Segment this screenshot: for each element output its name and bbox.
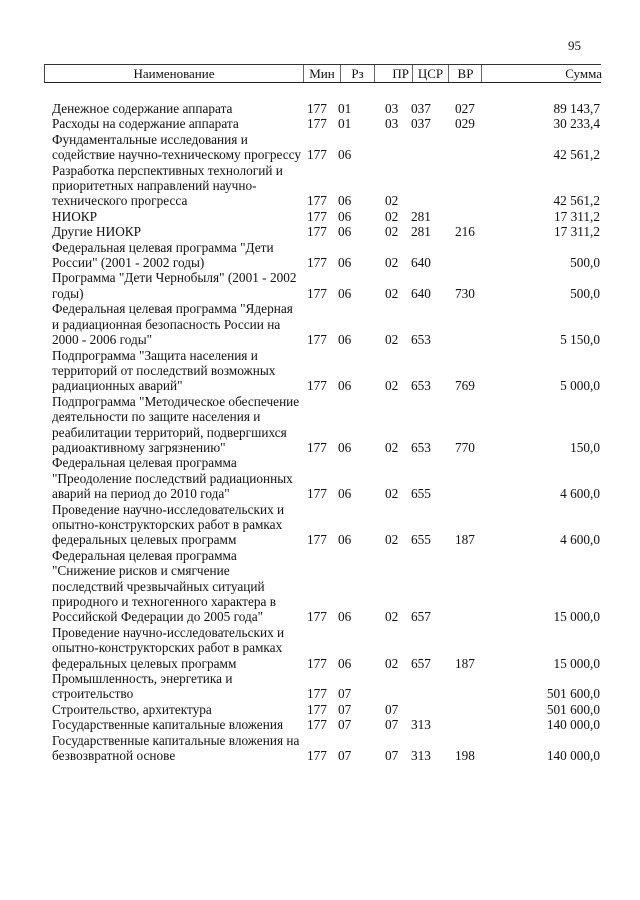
header-rz: Рз <box>340 65 374 82</box>
row-pr: 07 <box>385 748 399 764</box>
header-min: Мин <box>303 65 340 82</box>
row-min: 177 <box>307 255 327 271</box>
row-name: Строительство, архитектура <box>52 701 212 717</box>
row-name: Федеральная целевая программа "Преодоление последствий радиационных аварий на период до 2010 года" <box>52 455 293 502</box>
header-name: Наименование <box>133 66 215 81</box>
header-sum: Сумма <box>481 65 602 82</box>
row-rz: 06 <box>338 332 352 348</box>
row-vr: 730 <box>455 285 475 301</box>
row-rz: 06 <box>338 224 352 240</box>
row-pr: 02 <box>385 285 399 301</box>
header-pr: ПР <box>374 65 411 82</box>
row-csr: 653 <box>411 332 431 348</box>
header-csr: ЦСР <box>412 65 448 82</box>
row-pr: 07 <box>385 701 399 717</box>
row-min: 177 <box>307 116 327 132</box>
row-rz: 01 <box>338 101 352 116</box>
row-pr: 02 <box>385 208 399 224</box>
row-vr: 769 <box>455 378 475 394</box>
table-row <box>52 132 600 163</box>
row-min: 177 <box>307 193 327 209</box>
row-rz: 06 <box>338 208 352 224</box>
row-sum: 15 000,0 <box>553 609 600 625</box>
row-pr: 02 <box>385 439 399 455</box>
row-name: НИОКР <box>52 208 98 224</box>
row-sum: 5 150,0 <box>560 332 600 348</box>
row-min: 177 <box>307 748 327 764</box>
row-csr: 655 <box>411 486 431 502</box>
row-sum: 89 143,7 <box>553 101 600 116</box>
row-sum: 42 561,2 <box>553 193 600 209</box>
row-sum: 501 600,0 <box>546 686 600 702</box>
row-vr: 770 <box>455 439 475 455</box>
row-pr: 02 <box>385 193 399 209</box>
row-pr: 02 <box>385 255 399 271</box>
budget-table-body <box>52 101 600 763</box>
row-vr: 029 <box>455 116 475 132</box>
row-sum: 4 600,0 <box>560 532 600 548</box>
row-name: Проведение научно-исследовательских и опытно-конструкторских работ в рамках федеральных целевых программ <box>52 501 285 548</box>
row-sum: 140 000,0 <box>546 748 600 764</box>
row-name: Федеральная целевая программа "Ядерная и радиационная безопасность России на 2000 - 2006 годы" <box>52 301 293 348</box>
table-row <box>52 209 600 224</box>
page-number: 95 <box>568 38 581 53</box>
row-pr: 02 <box>385 332 399 348</box>
row-min: 177 <box>307 147 327 163</box>
table-row <box>52 502 600 548</box>
row-min: 177 <box>307 378 327 394</box>
row-name: Государственные капитальные вложения <box>52 717 284 733</box>
row-rz: 07 <box>338 748 352 764</box>
row-sum: 17 311,2 <box>553 224 600 240</box>
row-name: Другие НИОКР <box>52 224 142 240</box>
table-row <box>52 671 600 702</box>
row-pr: 02 <box>385 378 399 394</box>
row-name: Проведение научно-исследовательских и опытно-конструкторских работ в рамках федеральных целевых программ <box>52 624 285 671</box>
row-pr: 02 <box>385 224 399 240</box>
row-csr: 657 <box>411 609 431 625</box>
row-csr: 281 <box>411 224 431 240</box>
table-row <box>52 455 600 501</box>
row-name: Денежное содержание аппарата <box>52 101 233 116</box>
row-min: 177 <box>307 686 327 702</box>
table-row <box>52 394 600 456</box>
row-pr: 07 <box>385 717 399 733</box>
table-row <box>52 240 600 271</box>
row-sum: 5 000,0 <box>560 378 600 394</box>
row-rz: 06 <box>338 193 352 209</box>
row-min: 177 <box>307 701 327 717</box>
row-name: Подпрограмма "Методическое обеспечение деятельности по защите населения и реабилитации территорий, подвергшихся радиоактивному загрязнению" <box>52 393 300 455</box>
row-sum: 500,0 <box>570 285 600 301</box>
row-rz: 06 <box>338 439 352 455</box>
row-pr: 02 <box>385 609 399 625</box>
row-rz: 07 <box>338 701 352 717</box>
table-row <box>52 116 600 131</box>
row-rz: 06 <box>338 609 352 625</box>
row-min: 177 <box>307 486 327 502</box>
table-row <box>52 224 600 239</box>
row-csr: 655 <box>411 532 431 548</box>
row-name: Расходы на содержание аппарата <box>52 116 239 132</box>
table-row <box>52 163 600 209</box>
row-vr: 198 <box>455 748 475 764</box>
row-name: Государственные капитальные вложения на безвозвратной основе <box>52 732 300 764</box>
row-csr: 281 <box>411 208 431 224</box>
table-row <box>52 348 600 394</box>
row-name: Федеральная целевая программа "Дети России" (2001 - 2002 годы) <box>52 239 274 271</box>
table-row <box>52 548 600 625</box>
row-rz: 06 <box>338 285 352 301</box>
row-pr: 02 <box>385 655 399 671</box>
row-rz: 07 <box>338 717 352 733</box>
row-csr: 037 <box>411 101 431 116</box>
row-sum: 15 000,0 <box>553 655 600 671</box>
table-row <box>52 717 600 732</box>
row-name: Фундаментальные исследования и содействие научно-техническому прогрессу <box>52 131 301 163</box>
row-min: 177 <box>307 285 327 301</box>
row-name: Федеральная целевая программа "Снижение рисков и смягчение последствий чрезвычайных ситуаций природного и техногенного характера в Российской Федерации до 2005 года" <box>52 547 277 625</box>
row-rz: 06 <box>338 378 352 394</box>
row-name: Промышленность, энергетика и строительство <box>52 671 233 702</box>
row-rz: 06 <box>338 532 352 548</box>
row-csr: 313 <box>411 717 431 733</box>
row-name: Программа "Дети Чернобыля" (2001 - 2002 годы) <box>52 270 297 301</box>
row-min: 177 <box>307 532 327 548</box>
row-csr: 657 <box>411 655 431 671</box>
row-pr: 02 <box>385 532 399 548</box>
row-sum: 4 600,0 <box>560 486 600 502</box>
row-csr: 640 <box>411 285 431 301</box>
row-pr: 03 <box>385 101 399 116</box>
row-sum: 42 561,2 <box>553 147 600 163</box>
row-sum: 30 233,4 <box>553 116 600 132</box>
table-row <box>52 101 600 116</box>
table-row <box>52 733 600 764</box>
row-min: 177 <box>307 224 327 240</box>
row-min: 177 <box>307 101 327 116</box>
header-vr: ВР <box>448 65 482 82</box>
row-pr: 02 <box>385 486 399 502</box>
row-min: 177 <box>307 609 327 625</box>
table-row <box>52 301 600 347</box>
row-rz: 06 <box>338 655 352 671</box>
row-csr: 640 <box>411 255 431 271</box>
row-csr: 653 <box>411 378 431 394</box>
table-header <box>44 64 601 83</box>
row-vr: 027 <box>455 101 475 116</box>
row-name: Подпрограмма "Защита населения и территорий от последствий возможных радиационных аварий" <box>52 347 276 394</box>
row-name: Разработка перспективных технологий и приоритетных направлений научно-технического прогресса <box>52 162 283 209</box>
row-vr: 187 <box>455 532 475 548</box>
row-min: 177 <box>307 332 327 348</box>
row-vr: 187 <box>455 655 475 671</box>
table-row <box>52 702 600 717</box>
row-sum: 500,0 <box>570 255 600 271</box>
row-min: 177 <box>307 439 327 455</box>
row-min: 177 <box>307 717 327 733</box>
row-csr: 037 <box>411 116 431 132</box>
row-csr: 653 <box>411 439 431 455</box>
row-min: 177 <box>307 655 327 671</box>
row-rz: 07 <box>338 686 352 702</box>
row-min: 177 <box>307 208 327 224</box>
row-pr: 03 <box>385 116 399 132</box>
table-row <box>52 270 600 301</box>
row-vr: 216 <box>455 224 475 240</box>
row-rz: 06 <box>338 147 352 163</box>
row-rz: 01 <box>338 116 352 132</box>
row-rz: 06 <box>338 486 352 502</box>
row-sum: 17 311,2 <box>553 208 600 224</box>
row-rz: 06 <box>338 255 352 271</box>
row-sum: 501 600,0 <box>546 701 600 717</box>
table-row <box>52 625 600 671</box>
row-sum: 140 000,0 <box>546 717 600 733</box>
row-csr: 313 <box>411 748 431 764</box>
row-sum: 150,0 <box>570 439 600 455</box>
